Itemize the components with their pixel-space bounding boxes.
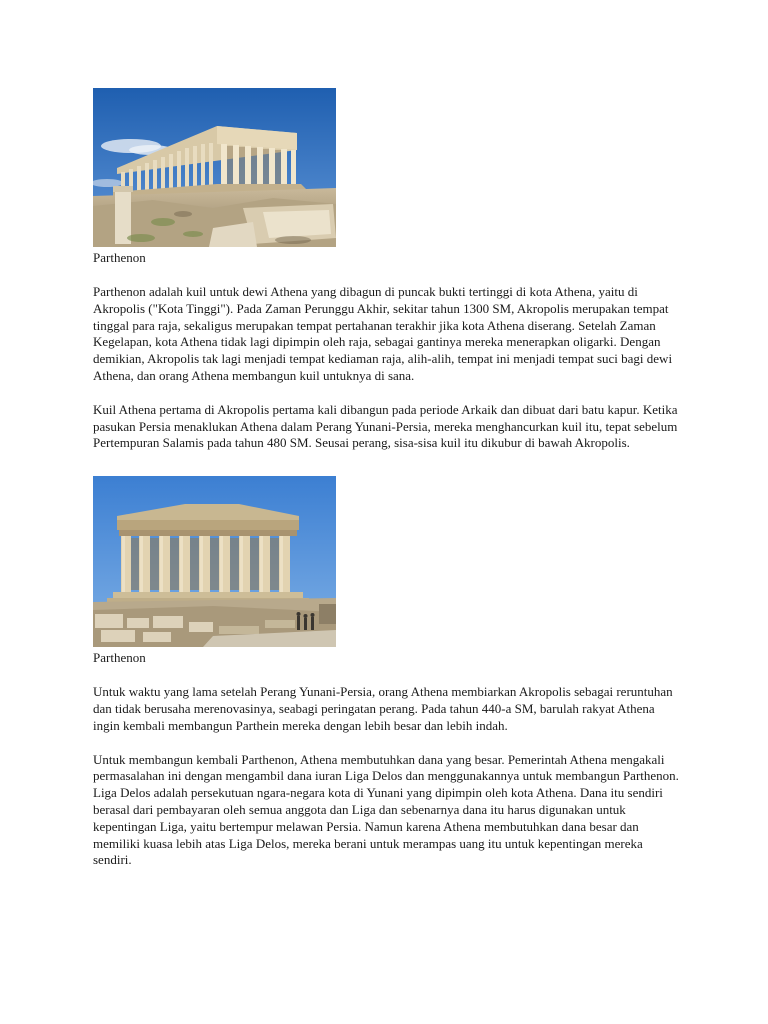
paragraph-1: Parthenon adalah kuil untuk dewi Athena yang dibagun di puncak bukti tertinggi di kota Athena, yaitu di Akropolis ("Kota Tinggi"). Pada Zaman Perunggu Akhir, sekitar tahun 1300 SM, Akropolis merupakan tempat tinggal para raja, sekaligus merupakan tempat pertahanan terakhir jika kota Athena diserang. Setelah Zaman Kegelapan, kota Athena tidak lagi dipimpin oleh raja, sebagai gantinya mereka menerapkan oligarki. Dengan demikian, Akropolis tak lagi menjadi tempat kediaman raja, alih-alih, tempat ini menjadi tempat suci bagi dewi Athena, dan orang Athena membangun kuil untuknya di sana.: [93, 284, 673, 383]
document-page: [93, 88, 683, 869]
paragraph-4: Untuk membangun kembali Parthenon, Athena membutuhkan dana yang besar. Pemerintah Athena mengakali permasalahan ini dengan mengambil dana iuran Liga Delos dan menggunakannya untuk membangun Parthenon. Liga Delos adalah persekutuan ngara-negara kota di Yunani yang dipimpin oleh kota Athena. Dana itu sendiri berasal dari pembayaran oleh semua anggota dan Liga dan sebenarnya dana itu harus digunakan untuk kepentingan Liga, yaitu bertempur melawan Persia. Namun karena Athena membutuhkan dana besar dan memiliki kuasa lebih atas Liga Delos, mereka berani untuk merampas uang itu untuk kepentingan mereka sendiri.: [93, 751, 679, 868]
paragraph-3: Untuk waktu yang lama setelah Perang Yunani-Persia, orang Athena membiarkan Akropolis sebagai reruntuhan dan tidak berusaha merenovasinya, seabagi peringatan perang. Pada tahun 440-a SM, barulah rakyat Athena ingin kembali membangun Parthein mereka dengan lebih besar dan lebih indah.: [93, 684, 673, 733]
parthenon-photo-1: [93, 88, 336, 247]
parthenon-photo-2: [93, 476, 336, 647]
paragraph-2: Kuil Athena pertama di Akropolis pertama kali dibangun pada periode Arkaik dan dibuat dari batu kapur. Ketika pasukan Persia menaklukan Athena dalam Perang Yunani-Persia, mereka menghancurkan kuil itu, tepat sebelum Pertempuran Salamis pada tahun 480 SM. Seusai perang, sisa-sisa kuil itu dikubur di bawah Akropolis.: [93, 401, 678, 451]
photo-1-caption: Parthenon: [93, 250, 146, 265]
photo-2-caption: Parthenon: [93, 650, 146, 666]
